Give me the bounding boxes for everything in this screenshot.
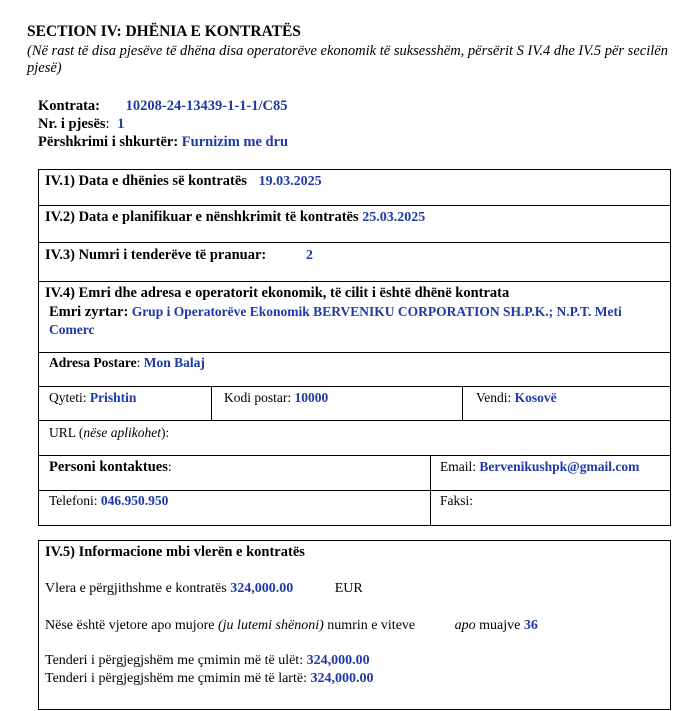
url-italic: nëse aplikohet bbox=[83, 425, 161, 440]
contract-number-value: 10208-24-13439-1-1-1/C85 bbox=[125, 98, 288, 114]
divider bbox=[430, 455, 431, 526]
lowest-tender-row bbox=[45, 653, 370, 669]
country-label: Vendi: bbox=[476, 390, 512, 405]
divider bbox=[38, 386, 671, 387]
divider bbox=[38, 490, 671, 491]
section-subtitle: (Në rast të disa pjesëve të dhëna disa operatorëve ekonomik të suksesshëm, përsërit S IV.4 dhe IV.5 për secilën pjesë) bbox=[27, 43, 668, 76]
iv3-label: IV.3) Numri i tenderëve të pranuar: bbox=[45, 247, 267, 263]
divider bbox=[462, 386, 463, 420]
contact-person-row bbox=[49, 459, 172, 476]
divider bbox=[38, 281, 671, 282]
lot-number-value: 1 bbox=[117, 116, 125, 132]
short-description-label: Përshkrimi i shkurtër: bbox=[38, 134, 179, 150]
duration-years-text: numrin e viteve bbox=[327, 618, 416, 633]
phone-field bbox=[49, 493, 168, 509]
official-name-row bbox=[49, 303, 661, 338]
url-label: URL ( bbox=[49, 425, 84, 440]
iv2-signing-date: 25.03.2025 bbox=[362, 210, 426, 225]
iv5-label: IV.5) Informacione mbi vlerën e kontratës bbox=[45, 544, 305, 560]
lot-number-label: Nr. i pjesës bbox=[38, 116, 106, 132]
iv1-label: IV.1) Data e dhënies së kontratës bbox=[45, 173, 247, 189]
duration-row bbox=[45, 618, 538, 634]
city-label: Qyteti: bbox=[49, 390, 87, 405]
email-label: Email: bbox=[440, 459, 476, 474]
contract-number-row bbox=[38, 97, 288, 115]
highest-tender-label: Tenderi i përgjegjshëm me çmimin më të lartë: bbox=[45, 671, 307, 686]
divider bbox=[211, 386, 212, 420]
months-label: muajve bbox=[479, 618, 521, 633]
postal-address-row bbox=[49, 355, 205, 371]
short-description-value: Furnizim me dru bbox=[181, 134, 289, 150]
divider bbox=[38, 420, 671, 421]
highest-tender-row bbox=[45, 671, 373, 687]
total-value-label: Vlera e përgjithshme e kontratës bbox=[45, 581, 227, 596]
iv2-row bbox=[45, 209, 425, 226]
duration-text: Nëse është vjetore apo mujore bbox=[45, 618, 215, 633]
contact-person-label: Personi kontaktues bbox=[49, 459, 168, 475]
phone-label: Telefoni: bbox=[49, 493, 98, 508]
official-name-value: Grup i Operatorëve Ekonomik BERVENIKU CORPORATION SH.P.K.; N.P.T. Meti Comerc bbox=[49, 304, 622, 337]
duration-or: apo bbox=[454, 618, 476, 633]
highest-tender-value: 324,000.00 bbox=[310, 671, 374, 686]
lowest-tender-value: 324,000.00 bbox=[306, 653, 370, 668]
iv3-row bbox=[45, 247, 313, 264]
iv1-award-date: 19.03.2025 bbox=[258, 174, 322, 189]
contract-number-label: Kontrata: bbox=[38, 98, 101, 114]
divider bbox=[38, 352, 671, 353]
phone-value: 046.950.950 bbox=[100, 493, 169, 508]
city-value: Prishtin bbox=[89, 390, 137, 405]
postal-address-label: Adresa Postare bbox=[49, 355, 137, 370]
url-end: ): bbox=[160, 425, 170, 440]
lowest-tender-label: Tenderi i përgjegjshëm me çmimin më të ulët: bbox=[45, 653, 304, 668]
total-value-row bbox=[45, 581, 363, 597]
fax-field bbox=[440, 493, 473, 509]
currency: EUR bbox=[334, 581, 363, 596]
iv4-label: IV.4) Emri dhe adresa e operatorit ekonomik, të cilit i është dhënë kontrata bbox=[45, 285, 510, 301]
postcode-field bbox=[224, 390, 328, 406]
fax-label: Faksi: bbox=[440, 493, 474, 508]
lot-number-colon: : bbox=[105, 116, 110, 132]
official-name-label: Emri zyrtar: bbox=[49, 304, 129, 320]
short-description-row bbox=[38, 133, 288, 151]
total-value-amount: 324,000.00 bbox=[230, 581, 294, 596]
months-value: 36 bbox=[523, 618, 538, 633]
postcode-value: 10000 bbox=[294, 390, 329, 405]
url-row bbox=[49, 425, 169, 441]
divider bbox=[38, 455, 671, 456]
iv1-row bbox=[45, 173, 322, 190]
country-field bbox=[476, 390, 557, 406]
city-field bbox=[49, 390, 136, 406]
iv2-label: IV.2) Data e planifikuar e nënshkrimit të kontratës bbox=[45, 209, 359, 225]
postal-address-value: Mon Balaj bbox=[143, 355, 205, 370]
country-value: Kosovë bbox=[514, 390, 557, 405]
contact-person-colon: : bbox=[167, 459, 172, 474]
iv3-tenders-count: 2 bbox=[305, 248, 313, 263]
divider bbox=[38, 242, 671, 243]
divider bbox=[38, 205, 671, 206]
section-title: SECTION IV: DHËNIA E KONTRATËS bbox=[27, 23, 301, 40]
email-field bbox=[440, 459, 639, 475]
postcode-label: Kodi postar: bbox=[224, 390, 292, 405]
lot-number-row bbox=[38, 115, 124, 133]
email-value[interactable]: Bervenikushpk@gmail.com bbox=[479, 459, 640, 474]
postal-address-colon: : bbox=[136, 355, 141, 370]
duration-note: (ju lutemi shënoni) bbox=[218, 618, 324, 633]
